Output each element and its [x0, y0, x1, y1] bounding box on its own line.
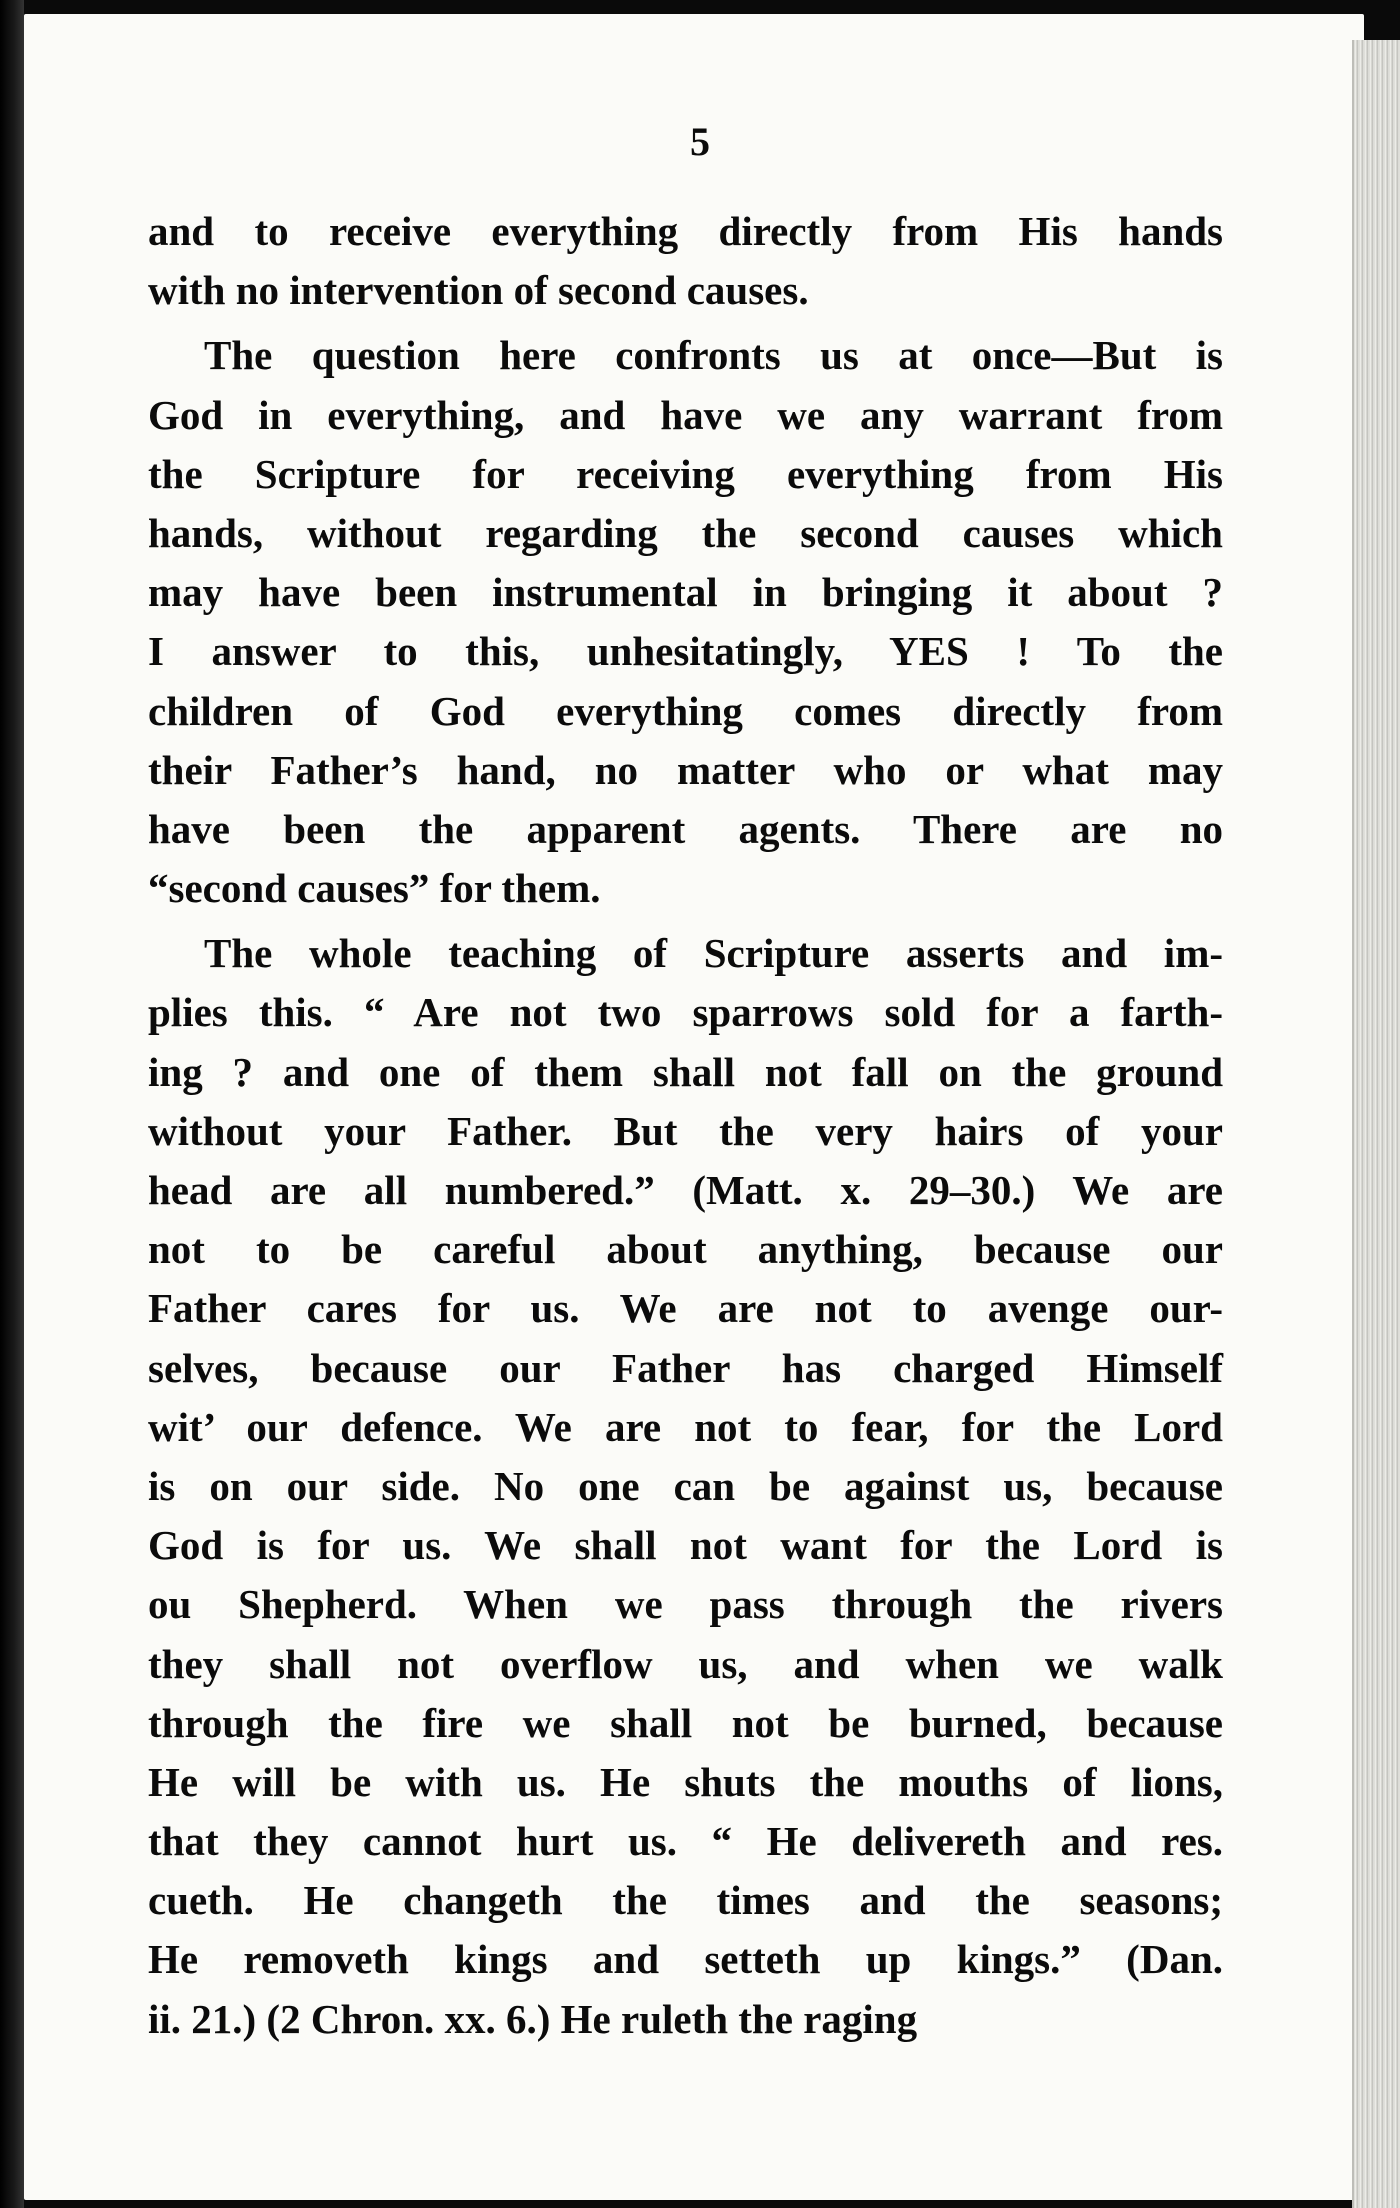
- text-line: The question here confronts us at once—But is: [204, 332, 1223, 379]
- text-line: ou Shepherd. When we pass through the rivers: [148, 1581, 1223, 1628]
- body-text: [148, 202, 1223, 2049]
- text-line: hands, without regarding the second causes which: [148, 509, 1223, 556]
- paragraph: [148, 326, 1223, 918]
- text-line: God in everything, and have we any warrant from: [148, 391, 1223, 438]
- text-line: their Father’s hand, no matter who or what may: [148, 746, 1223, 793]
- text-line: that they cannot hurt us. “ He delivereth and res.: [148, 1818, 1223, 1865]
- text-line: cueth. He changeth the times and the seasons;: [148, 1877, 1223, 1924]
- text-line: the Scripture for receiving everything from His: [148, 450, 1223, 497]
- text-line: is on our side. No one can be against us, because: [148, 1462, 1223, 1509]
- text-line: children of God everything comes directly from: [148, 687, 1223, 734]
- text-line: Father cares for us. We are not to avenge our-: [148, 1285, 1223, 1332]
- text-line: ing ? and one of them shall not fall on the ground: [148, 1048, 1223, 1095]
- text-line: and to receive everything directly from His hands: [148, 208, 1223, 254]
- text-line: He removeth kings and setteth up kings.” (Dan.: [148, 1936, 1223, 1983]
- text-line: not to be careful about anything, because our: [148, 1226, 1223, 1273]
- binding-shadow: [0, 0, 24, 2208]
- text-line: He will be with us. He shuts the mouths of lions,: [148, 1758, 1223, 1805]
- text-line: may have been instrumental in bringing it about ?: [148, 569, 1223, 616]
- text-line: head are all numbered.” (Matt. x. 29–30.) We are: [148, 1167, 1223, 1213]
- paragraph: [148, 924, 1223, 2049]
- paragraph: [148, 202, 1223, 320]
- text-line: they shall not overflow us, and when we walk: [148, 1640, 1223, 1687]
- text-line: ii. 21.) (2 Chron. xx. 6.) He ruleth the raging: [148, 1995, 918, 2042]
- page-number: 5: [690, 119, 710, 164]
- text-line: through the fire we shall not be burned, because: [148, 1699, 1223, 1746]
- text-line: with no intervention of second causes.: [148, 267, 809, 314]
- text-line: have been the apparent agents. There are no: [148, 805, 1223, 852]
- text-line: The whole teaching of Scripture asserts and im-: [204, 930, 1223, 977]
- text-line: without your Father. But the very hairs of your: [148, 1107, 1223, 1154]
- text-line: God is for us. We shall not want for the Lord is: [148, 1522, 1223, 1569]
- text-line: “second causes” for them.: [148, 865, 601, 912]
- text-line: selves, because our Father has charged Himself: [148, 1344, 1223, 1391]
- text-line: plies this. “ Are not two sparrows sold for a farth-: [148, 989, 1223, 1036]
- page-edges: [1352, 40, 1400, 2208]
- text-line: I answer to this, unhesitatingly, YES ! To the: [148, 628, 1223, 675]
- text-line: wit’ our defence. We are not to fear, for the Lord: [148, 1403, 1223, 1450]
